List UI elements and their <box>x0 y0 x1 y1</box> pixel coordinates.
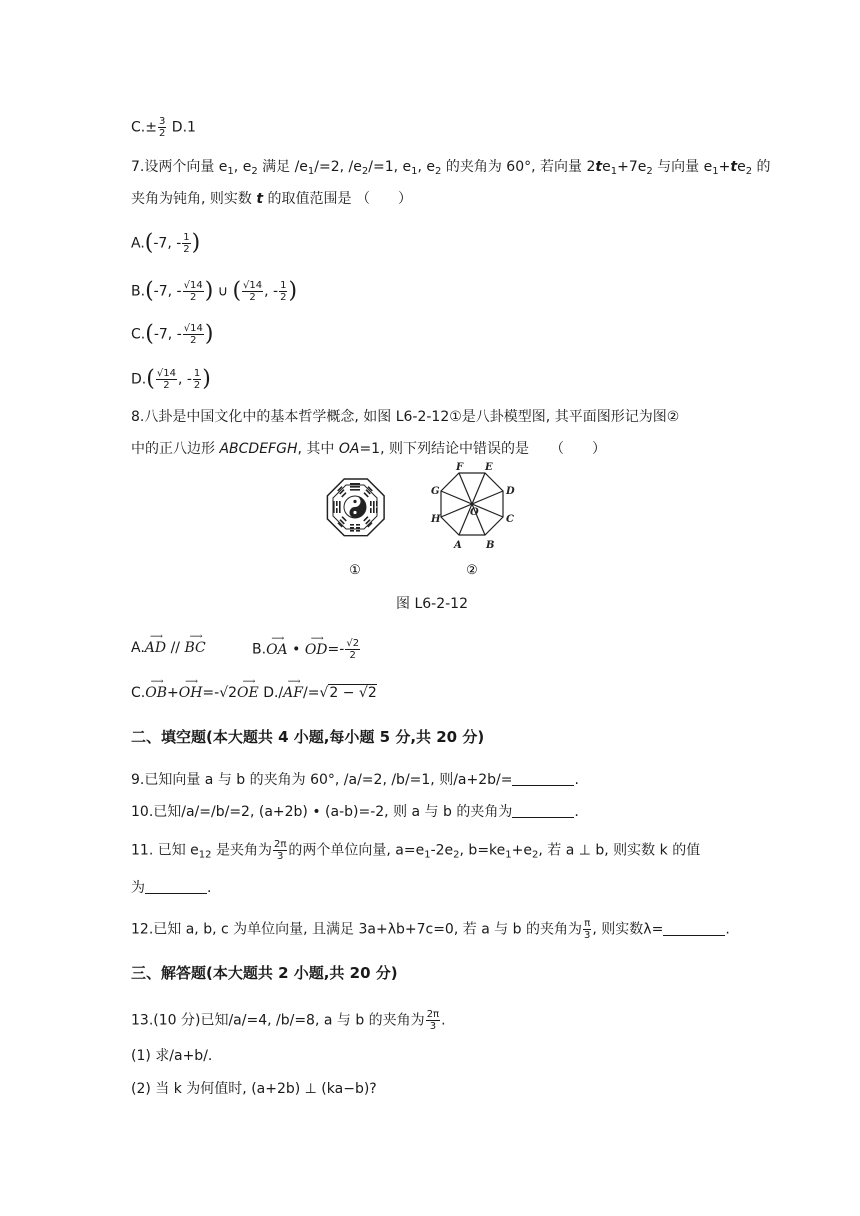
q12: 12.已知 a, b, c 为单位向量, 且满足 3a+λb+7c=0, 若 a 与 b 的夹角为 $\frac{\pi}{3}$ , 则实数λ= . <box>131 918 730 941</box>
q13-part2: (2) 当 k 为何值时, (a+2b) ⊥ (ka−b)? <box>131 1081 377 1097</box>
vertex-label-d: D <box>506 486 515 497</box>
q9-answer-blank[interactable] <box>512 771 574 786</box>
vertex-label-f: F <box>456 462 464 473</box>
q10: 10.已知/a/=/b/=2, (a+2b) • (a-b)=-2, 则 a 与 b 的夹角为 . <box>131 804 579 820</box>
q8-figure <box>320 460 540 580</box>
vertex-label-c: C <box>506 514 514 525</box>
bagua-model-figure <box>327 479 384 578</box>
q12-answer-blank[interactable] <box>663 921 725 936</box>
octagon-figure <box>441 473 503 535</box>
fig2-label: ② <box>466 563 478 578</box>
q7-option-b: B.(-7, - $\frac{√14}{2}$ ) ∪ ( $\frac{√14}{2}$ , - $\frac{1}{2}$ ) <box>131 278 298 304</box>
q13-stem: 13.(10 分)已知/a/=4, /b/=8, a 与 b 的夹角为 $\frac{2\pi}{3}$ . <box>131 1009 446 1032</box>
vertex-label-a: A <box>454 540 462 551</box>
q7-option-d: D.( $\frac{√14}{2}$ , - $\frac{1}{2}$ ) <box>131 366 211 392</box>
q8-stem-line1: 8.八卦是中国文化中的基本哲学概念, 如图 L6-2-12①是八卦模型图, 其平面图形记为图② <box>131 409 680 425</box>
q11-line2: 为 . <box>131 880 212 896</box>
q10-answer-blank[interactable] <box>512 803 574 818</box>
fig1-label: ① <box>349 563 361 578</box>
q7-option-c: C.(-7, - $\frac{√14}{2}$ ) <box>131 321 214 347</box>
q8-option-b: B.⟶ OA • ⟶ OD=- $\frac{√2}{2}$ <box>252 638 361 661</box>
vertex-label-h: H <box>431 514 441 525</box>
q7-option-a: A.(-7, - $\frac{1}{2}$ ) <box>131 230 201 256</box>
q6-option-c-d: C.± $\frac{3}{2}$ D.1 <box>131 116 196 139</box>
q11-answer-blank[interactable] <box>145 879 207 894</box>
q13-part1: (1) 求/a+b/. <box>131 1048 213 1064</box>
q11-line1: 11. 已知 $e_{12}$ 是夹角为 $\frac{2\pi}{3}$ 的两个单位向量, $a=e_1-2e_2$, $b=ke_1+e_2$, 若 a ⊥ b, 则实数 k 的值 <box>131 839 701 862</box>
vertex-label-o: O <box>470 507 479 518</box>
q8-option-a: A.⟶ AD // ⟶ BC <box>131 638 206 658</box>
vertex-label-b: B <box>486 540 495 551</box>
q9: 9.已知向量 a 与 b 的夹角为 60°, /a/=2, /b/=1, 则/a+2b/= . <box>131 772 579 788</box>
vertex-label-e: E <box>485 462 493 473</box>
section-solution-heading: 三、解答题(本大题共 2 小题,共 20 分) <box>131 964 398 982</box>
q7-stem-line1: 7.设两个向量 $e_1$, $e_2$ 满足 $/e_1/=2$, $/e_2/=1$, $e_1$, $e_2$ 的夹角为 60°, 若向量 $2te_1+7e_2$ 与向量 $e_1+te_2$ 的 <box>131 159 771 177</box>
q8-option-c-d: C.⟶ OB+⟶ OH=-√2⟶ OE D./⟶ AF/=√2 − √2 <box>131 683 377 703</box>
vertex-label-g: G <box>431 486 440 497</box>
q8-stem-line2: 中的正八边形 ABCDEFGH, 其中 OA=1, 则下列结论中错误的是 （ ） <box>131 441 606 457</box>
figure-caption: 图 L6-2-12 <box>396 596 468 612</box>
section-fill-in-heading: 二、填空题(本大题共 4 小题,每小题 5 分,共 20 分) <box>131 728 485 746</box>
q7-stem-line2: 夹角为钝角, 则实数 t 的取值范围是 （ ） <box>131 191 412 207</box>
